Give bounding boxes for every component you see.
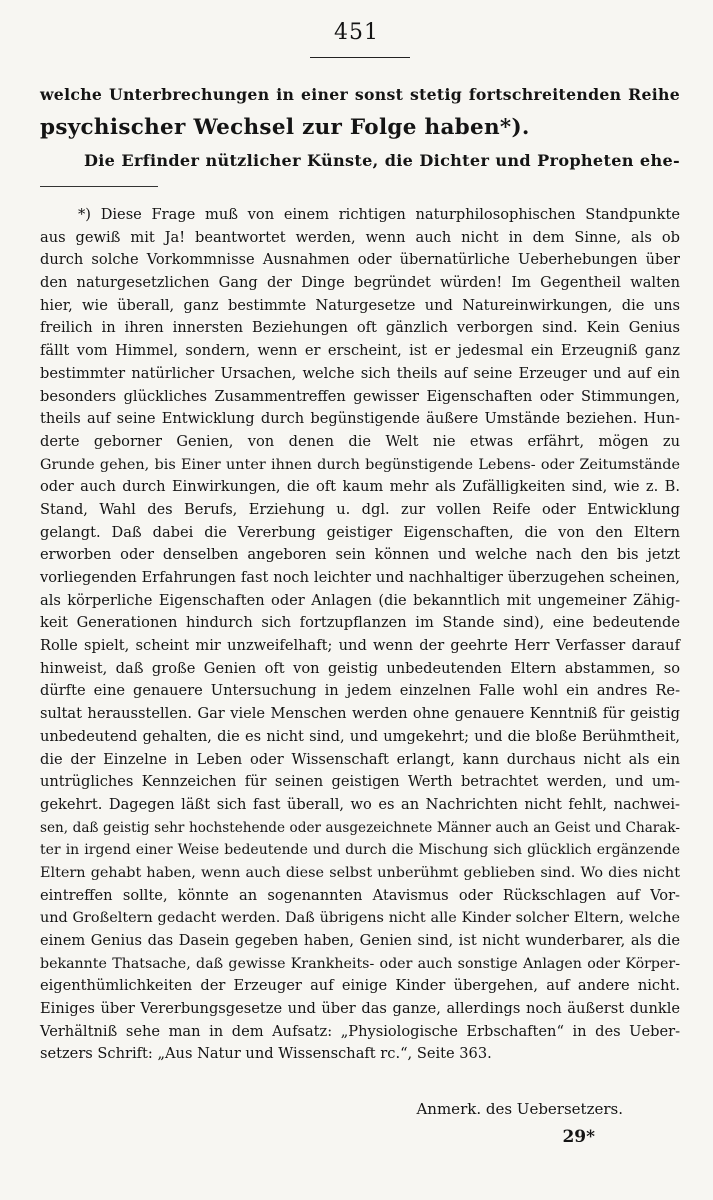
footnote-line: eintreffen sollte, könnte an sogenannten Atavismus oder Rückschlagen auf Vor-	[40, 886, 680, 904]
footnote-line: aus gewiß mit Ja! beantwortet werden, wenn auch nicht in dem Sinne, als ob	[40, 228, 680, 246]
footnote-line: und Großeltern gedacht werden. Daß übrigens nicht alle Kinder solcher Eltern, welche	[40, 910, 680, 927]
footnote-line: bestimmter natürlicher Ursachen, welche sich theils auf seine Erzeuger und auf ein	[40, 364, 680, 382]
footnote-line: keit Generationen hindurch sich fortzupflanzen im Stande sind), eine bedeutende	[40, 614, 680, 632]
footnote-line: gelangt. Daß dabei die Vererbung geistiger Eigenschaften, die von den Eltern	[40, 523, 680, 541]
footnote	[40, 204, 680, 1066]
footnote-line: freilich in ihren innersten Beziehungen oft gänzlich verborgen sind. Kein Genius	[40, 319, 680, 337]
footnote-line: oder auch durch Einwirkungen, die oft kaum mehr als Zufälligkeiten sind, wie z. B.	[40, 478, 680, 496]
footnote-line: Grunde gehen, bis Einer unter ihnen durch begünstigende Lebens- oder Zeitumstände	[40, 456, 680, 473]
footnote-line: gekehrt. Dagegen läßt sich fast überall, wo es an Nachrichten nicht fehlt, nachwei-	[40, 795, 680, 813]
footnote-line: derte geborner Genien, von denen die Welt nie etwas erfährt, mögen zu	[40, 432, 680, 450]
footnote-line: die der Einzelne in Leben oder Wissenschaft erlangt, kann durchaus nicht als ein	[40, 750, 680, 768]
footnote-line: dürfte eine genauere Untersuchung in jedem einzelnen Falle wohl ein andres Re-	[40, 682, 680, 700]
footnote-line: hier, wie überall, ganz bestimmte Naturgesetze und Natureinwirkungen, die uns	[40, 296, 680, 314]
footnote-line: Einiges über Vererbungsgesetze und über das ganze, allerdings noch äußerst dunkle	[40, 1000, 680, 1018]
footnote-line: eigenthümlichkeiten der Erzeuger auf einige Kinder übergehen, auf andere nicht.	[40, 977, 680, 995]
footnote-line: hinweist, daß große Genien oft von geistig unbedeutenden Eltern abstammen, so	[40, 659, 680, 677]
footnote-line: durch solche Vorkommnisse Ausnahmen oder übernatürliche Ueberhebungen über	[40, 251, 680, 269]
footnote-line: sen, daß geistig sehr hochstehende oder ausgezeichnete Männer auch an Geist und Charak-	[40, 819, 680, 836]
footnote-line: *) Diese Frage muß von einem richtigen naturphilosophischen Standpunkte	[78, 206, 680, 223]
footnote-line: untrügliches Kennzeichen für seinen geistigen Werth betrachtet werden, und um-	[40, 773, 680, 791]
main-text-line: welche Unterbrechungen in einer sonst stetig fortschreitenden Reihe	[40, 85, 680, 104]
footnote-rule	[40, 186, 158, 187]
footnote-line: besonders glückliches Zusammentreffen gewisser Eigenschaften oder Stimmungen,	[40, 387, 680, 405]
footnote-line: sultat herausstellen. Gar viele Menschen werden ohne genauere Kenntniß für geistig	[40, 705, 680, 723]
translator-note-signature: Anmerk. des Uebersetzers.	[416, 1100, 623, 1118]
footnote-line: bekannte Thatsache, daß gewisse Krankheits- oder auch sonstige Anlagen oder Körper-	[40, 955, 680, 972]
footnote-line: als körperliche Eigenschaften oder Anlagen (die bekanntlich mit ungemeiner Zähig-	[40, 591, 680, 609]
footnote-line: vorliegenden Erfahrungen fast noch leichter und nachhaltiger überzugehen scheinen,	[40, 569, 680, 586]
footnote-line: Verhältniß sehe man in dem Aufsatz: „Physiologische Erbschaften“ in des Ueber-	[40, 1022, 680, 1040]
footnote-line: setzers Schrift: „Aus Natur und Wissenschaft rc.“, Seite 363.	[40, 1045, 492, 1063]
footnote-line: einem Genius das Dasein gegeben haben, Genien sind, ist nicht wunderbarer, als die	[40, 932, 680, 949]
footnote-line: Rolle spielt, scheint mir unzweifelhaft; und wenn der geehrte Herr Verfasser darauf	[40, 637, 680, 655]
signature-mark: 29*	[562, 1127, 595, 1147]
main-text	[40, 78, 680, 177]
footnote-line: den naturgesetzlichen Gang der Dinge begründet würden! Im Gegentheil walten	[40, 274, 680, 292]
main-text-line: Die Erfinder nützlicher Künste, die Dichter und Propheten ehe-	[84, 151, 680, 170]
footnote-line: Eltern gehabt haben, wenn auch diese selbst unberühmt geblieben sind. Wo dies nicht	[40, 864, 680, 881]
footnote-line: fällt vom Himmel, sondern, wenn er erscheint, ist er jedesmal ein Erzeugniß ganz	[40, 342, 680, 360]
main-text-line: psychischer Wechsel zur Folge haben*).	[40, 115, 530, 140]
footnote-line: erworben oder denselben angeboren sein können und welche nach den bis jetzt	[40, 546, 680, 564]
page-number: 451	[334, 20, 379, 45]
footnote-line: ter in irgend einer Weise bedeutende und durch die Mischung sich glücklich ergänzende	[40, 842, 680, 859]
footnote-line: Stand, Wahl des Berufs, Erziehung u. dgl. zur vollen Reife oder Entwicklung	[40, 500, 680, 518]
footnote-line: unbedeutend gehalten, die es nicht sind, und umgekehrt; und die bloße Berühmtheit,	[40, 727, 680, 745]
header-rule	[310, 57, 410, 58]
footnote-line: theils auf seine Entwicklung durch begünstigende äußere Umstände beziehen. Hun-	[40, 410, 680, 428]
